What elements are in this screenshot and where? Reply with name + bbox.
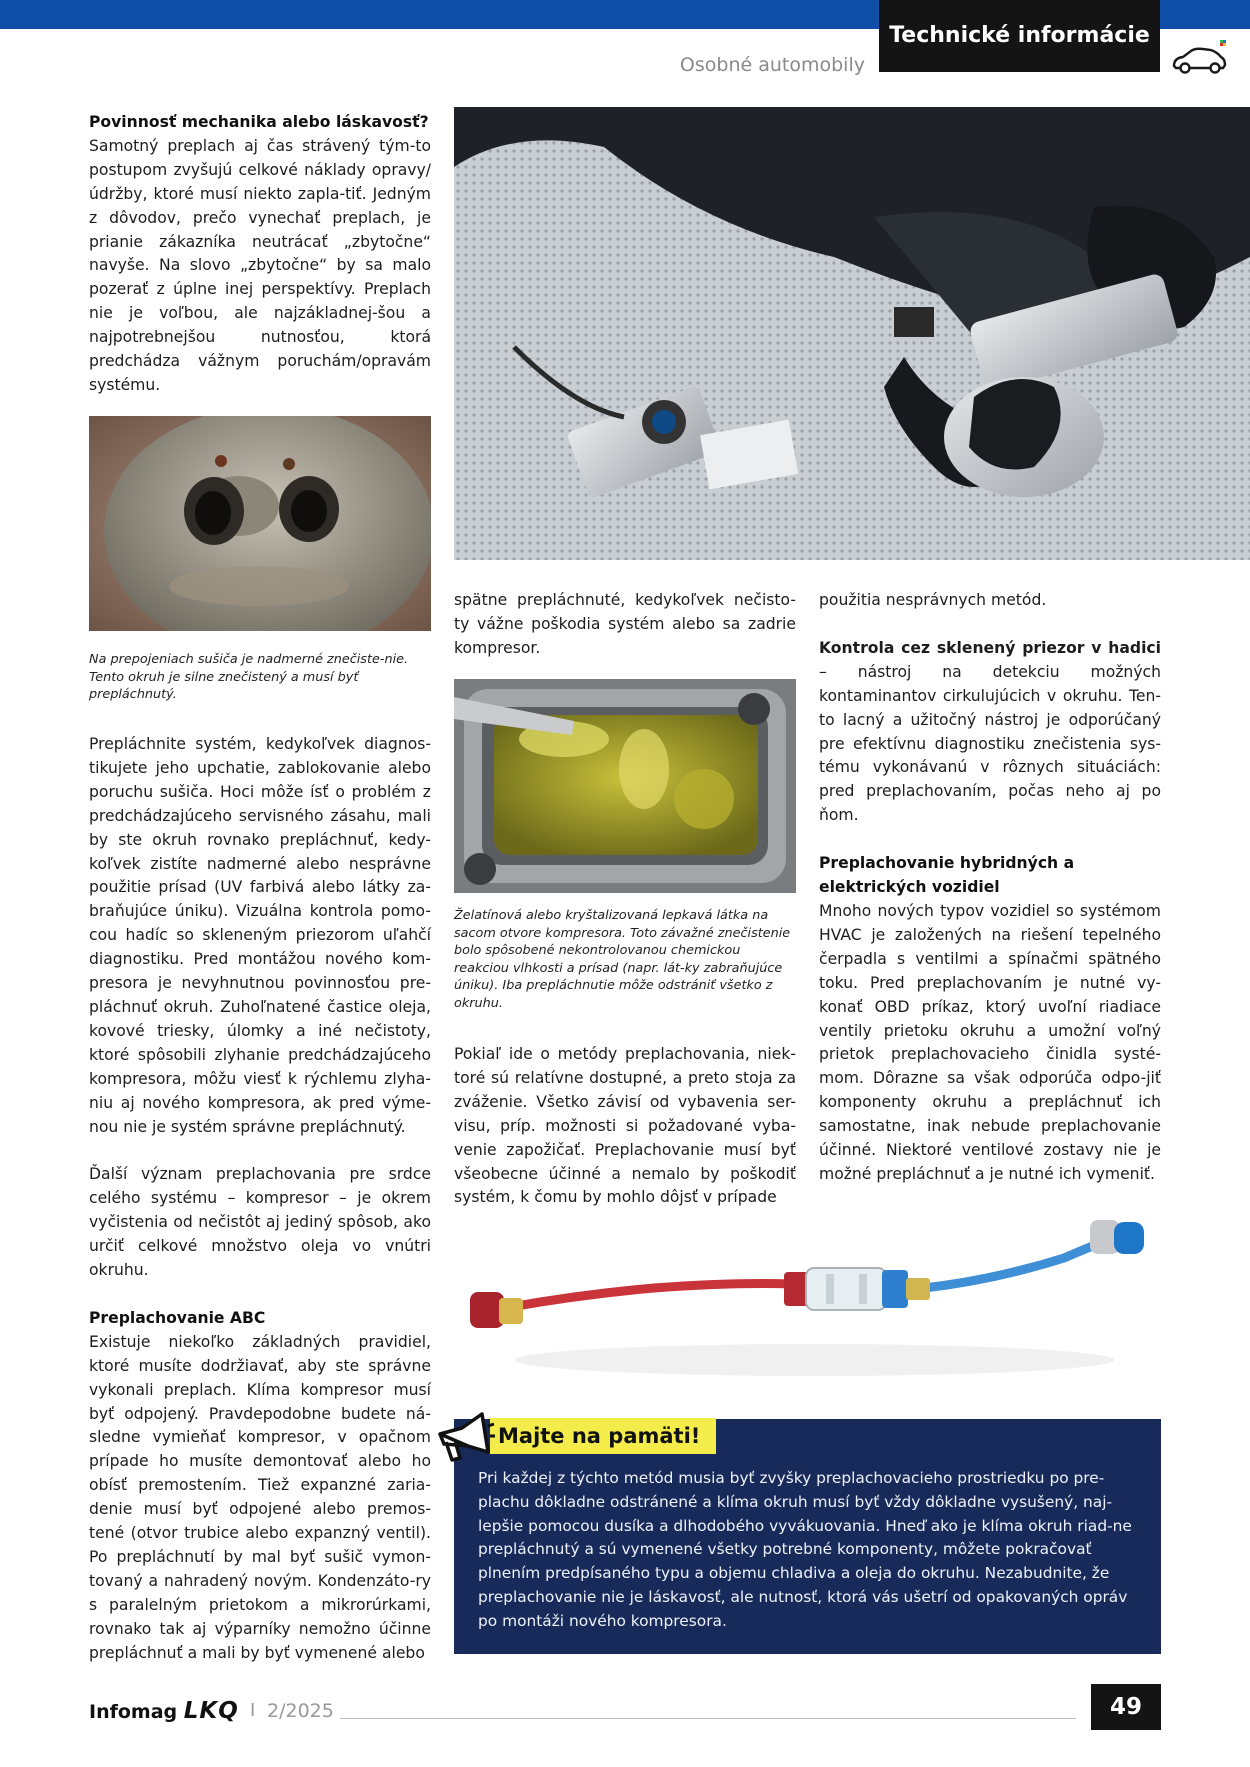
logo-lkq: LKQ bbox=[183, 1698, 239, 1724]
section-title: Technické informácie bbox=[879, 0, 1160, 72]
mechanic-hands-photo bbox=[454, 107, 1250, 560]
sight-glass-hose-photo bbox=[454, 1210, 1161, 1410]
issue-number: 2/2025 bbox=[267, 1700, 334, 1722]
megaphone-icon bbox=[432, 1408, 496, 1472]
footer-separator: I bbox=[250, 1700, 256, 1721]
callout-title: Majte na pamäti! bbox=[490, 1418, 716, 1454]
caption-block-2 bbox=[454, 907, 796, 1013]
column-1 bbox=[89, 111, 431, 398]
paragraph: Existuje niekoľko základných pravidiel, ktoré musíte dodržiavať, aby ste správne vykonali preplach. Klíma kompresor musí byť odpojený. Pravdepodobne budete ná-sledne vymieňať kompresor, v opačnom prípade ho musíte demontovať alebo ho obísť premostením. Tiež expanzné zaria-denie musí byť odpojené alebo premos-tené (otvor trubice alebo expanzný ventil). Po prepláchnutí by mal byť sušič vymon-tovaný a nahradený novým. Kondenzáto-ry s paralelným prietokom a mikrorúrkami, rovnako tak aj výparníky nemožno účinne prepláchnuť a mali by byť vymenené alebo bbox=[89, 1332, 431, 1662]
paragraph: Samotný preplach aj čas strávený tým-to postupom zvyšujú celkové náklady opravy/údržby, ktoré musí niekto zapla-tiť. Jedným z dôvodov, prečo vynechať preplach, je prianie zákazníka neutrácať „zbytočne“ navyše. Na slovo „zbytočne“ by sa malo pozerať z úplne inej perspektívy. Preplach nie je voľbou, ale najzákladnej-šou a najpotrebnejšou nutnosťou, ktorá predchádza vážnym poruchám/opravám systému. bbox=[89, 136, 431, 394]
photo-caption: Na prepojeniach sušiča je nadmerné znečiste-nie. Tento okruh je silne znečistený a musí byť prepláchnutý. bbox=[89, 652, 409, 703]
magazine-logo bbox=[89, 1698, 239, 1724]
column-2 bbox=[454, 589, 796, 661]
car-icon bbox=[1171, 40, 1227, 80]
paragraph: spätne prepláchnuté, kedykoľvek nečisto-ty vážne poškodia systém alebo sa zadrie kompresor. bbox=[454, 591, 796, 657]
heading-abc: Preplachovanie ABC bbox=[89, 1308, 266, 1327]
column-1-lower bbox=[89, 733, 431, 1666]
callout-text: Pri každej z týchto metód musia byť zvyšky preplachovacieho prostriedku po pre-plachu dôkladne odstránené a klíma okruh musí byť vždy dôkladne vysušený, naj-lepšie pomocou dusíka a dlhodobého vyvákuovania. Hneď ako je klíma okruh riad-ne prepláchnutý a sú vymenené všetky potrebné komponenty, môžete pokračovať plnením predpísaného typu a objemu chladiva a oleja do okruhu. Nezabudnite, že preplachovanie nie je láskavosť, ale nutnosť, ktorá vás ušetrí od opakovaných opráv po montáži nového kompresora. bbox=[478, 1469, 1132, 1630]
compressor-gel-photo bbox=[454, 679, 796, 893]
heading-sight-glass: Kontrola cez sklenený priezor v hadici bbox=[819, 638, 1161, 657]
subsection-title: Osobné automobily bbox=[679, 54, 865, 76]
paragraph: Ďalší význam preplachovania pre srdce celého systému – kompresor – je okrem vyčistenia od nečistôt aj jediný spôsob, ako určiť celkové množstvo oleja vo vnútri okruhu. bbox=[89, 1165, 431, 1280]
heading-hybrid: Preplachovanie hybridných a elektrických vozidiel bbox=[819, 854, 1075, 897]
column-2-lower bbox=[454, 1043, 796, 1210]
footer-rule bbox=[340, 1718, 1076, 1719]
photo-caption: Želatínová alebo kryštalizovaná lepkavá látka na sacom otvore kompresora. Toto závažné znečistenie bolo spôsobené nekontrolovanou chemickou reakciou vlhkosti a prísad (napr. lát-ky zabraňujúce úniku). Iba prepláchnutie môže odstrániť všetko z okruhu. bbox=[454, 908, 791, 1011]
page-number: 49 bbox=[1091, 1684, 1161, 1730]
paragraph: – nástroj na detekciu možných kontaminantov cirkulujúcich v okruhu. Ten-to lacný a užitočný nástroj je odporúčaný pre efektívnu diagnostiku znečistenia sys-tému vykonávanú v rôznych situáciách: pred preplachovaním, počas neho aj po ňom. bbox=[819, 662, 1161, 825]
logo-infomag: Infomag bbox=[89, 1701, 178, 1723]
heading-obligation: Povinnosť mechanika alebo láskavosť? bbox=[89, 113, 429, 131]
paragraph: Pokiaľ ide o metódy preplachovania, niek-toré sú relatívne dostupné, a preto stoja za zváženie. Všetko závisí od vybavenia ser-visu, príp. možnosti si požadované vyba-venie zapožičať. Preplachovanie musí byť všeobecne účinné a nemalo by poškodiť systém, k čomu by mohlo dôjsť v prípade bbox=[454, 1045, 796, 1207]
column-3 bbox=[819, 589, 1161, 1187]
paragraph: Prepláchnite systém, kedykoľvek diagnos-tikujete jeho upchatie, zablokovanie alebo poruchu sušiča. Hoci môže ísť o problém z predchádzajúceho servisného zásahu, mali by ste okruh rovnako prepláchnuť, kedy-koľvek zistíte nadmerné alebo nesprávne použitie prísad (UV farbivá alebo látky za-braňujúce úniku). Vizuálna kontrola pomo-cou hadíc so skleneným priezorom uľahčí diagnostiku. Pred montážou nového kom-presora je nevyhnutnou povinnosťou pre-pláchnuť okruh. Zuhoľnatené častice oleja, kovové triesky, úlomky a iné nečistoty, ktoré spôsobili zlyhanie predchádzajúceho kompresora, môžu viesť k rýchlemu zlyha-niu aj nového kompresora, ak pred výme-nou nie je systém správne prepláchnutý. bbox=[89, 735, 431, 1136]
dryer-contamination-photo bbox=[89, 416, 431, 631]
paragraph: použitia nesprávnych metód. bbox=[819, 591, 1047, 609]
paragraph: Mnoho nových typov vozidiel so systémom HVAC je založených na riešení tepelného čerpadla s ventilmi a spínačmi spätného toku. Pred preplachovaním je nutné vy-konať OBD príkaz, ktorý uvoľní riadiace ventily prietoku okruhu a umožní voľný prietok preplachovacieho činidla systé-mom. Dôrazne sa však odporúča odpo-jiť komponenty okruhu a prepláchnuť ich samostatne, inak nebude preplachovanie účinné. Niektoré ventilové zostavy nie je možné prepláchnuť a je nutné ich vymeniť. bbox=[819, 901, 1161, 1183]
caption-block-1 bbox=[89, 651, 431, 704]
reminder-callout bbox=[454, 1419, 1161, 1654]
